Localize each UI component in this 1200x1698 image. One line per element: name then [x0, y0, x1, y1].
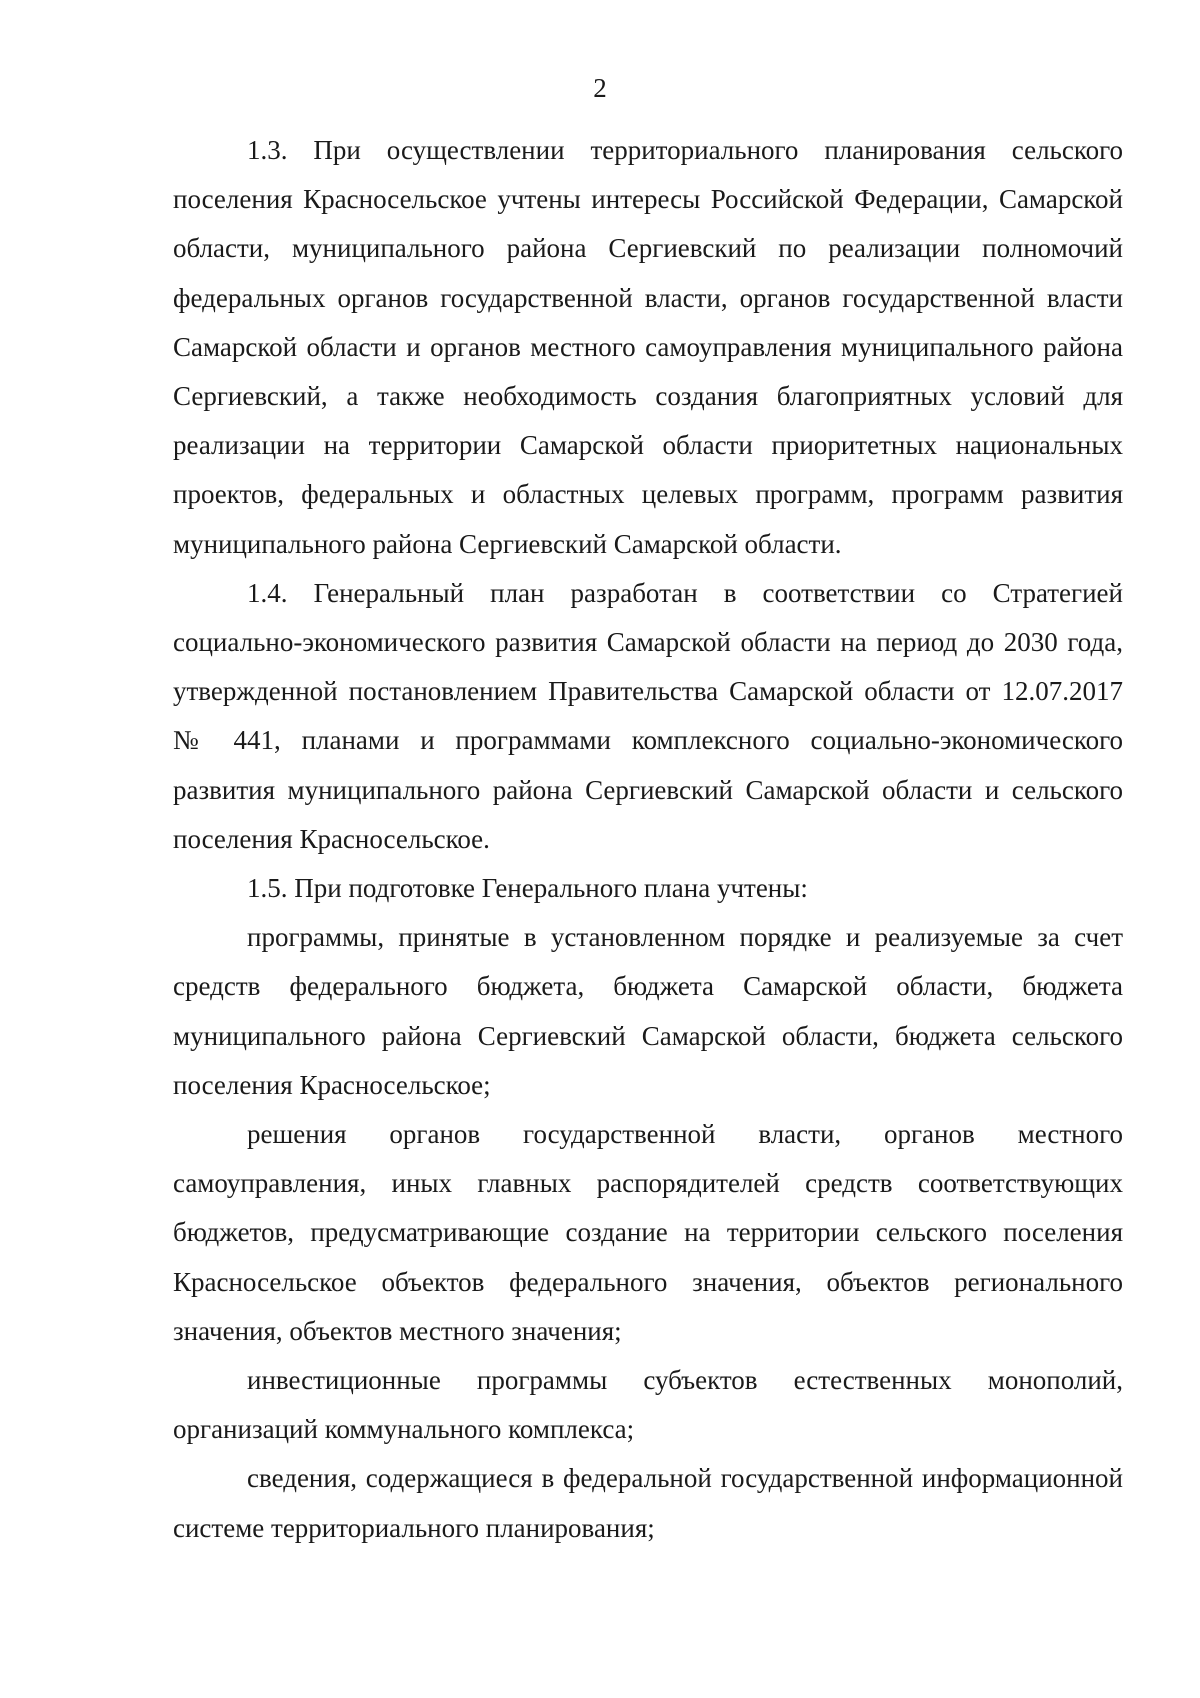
paragraph-programs: программы, принятые в установленном порядке и реализуемые за счет средств федерального бюджета, бюджета Самарской области, бюджета муниципального района Сергиевский Самарской области, бюджета сельского поселения Красносельское;: [173, 922, 1123, 1100]
paragraph-decisions: решения органов государственной власти, органов местного самоуправления, иных главных распорядителей средств соответствующих бюджетов, предусматривающие создание на территории сельского поселения Красносельское объектов федерального значения, объектов регионального значения, объектов местного значения;: [173, 1119, 1123, 1346]
page-number: 2: [593, 73, 607, 103]
paragraph-1-5: 1.5. При подготовке Генерального плана учтены:: [247, 873, 808, 904]
document-body: [173, 126, 1123, 1553]
paragraph-1-4: 1.4. Генеральный план разработан в соответствии со Стратегией социально-экономического развития Самарской области на период до 2030 года, утвержденной постановлением Правительства Самарской области от 12.07.2017 № 441, планами и программами комплексного социально-экономического развития муниципального района Сергиевский Самарской области и сельского поселения Красносельское.: [173, 577, 1123, 854]
paragraph-1-3: 1.3. При осуществлении территориального планирования сельского поселения Красносельское учтены интересы Российской Федерации, Самарской области, муниципального района Сергиевский по реализации полномочий федеральных органов государственной власти, органов государственной власти Самарской области и органов местного самоуправления муниципального района Сергиевский, а также необходимость создания благоприятных условий для реализации на территории Самарской области приоритетных национальных проектов, федеральных и областных целевых программ, программ развития муниципального района Сергиевский Самарской области.: [173, 135, 1123, 559]
paragraph-investment-programs: инвестиционные программы субъектов естественных монополий, организаций коммунального комплекса;: [173, 1365, 1123, 1445]
paragraph-information-system: сведения, содержащиеся в федеральной государственной информационной системе территориального планирования;: [173, 1463, 1123, 1543]
